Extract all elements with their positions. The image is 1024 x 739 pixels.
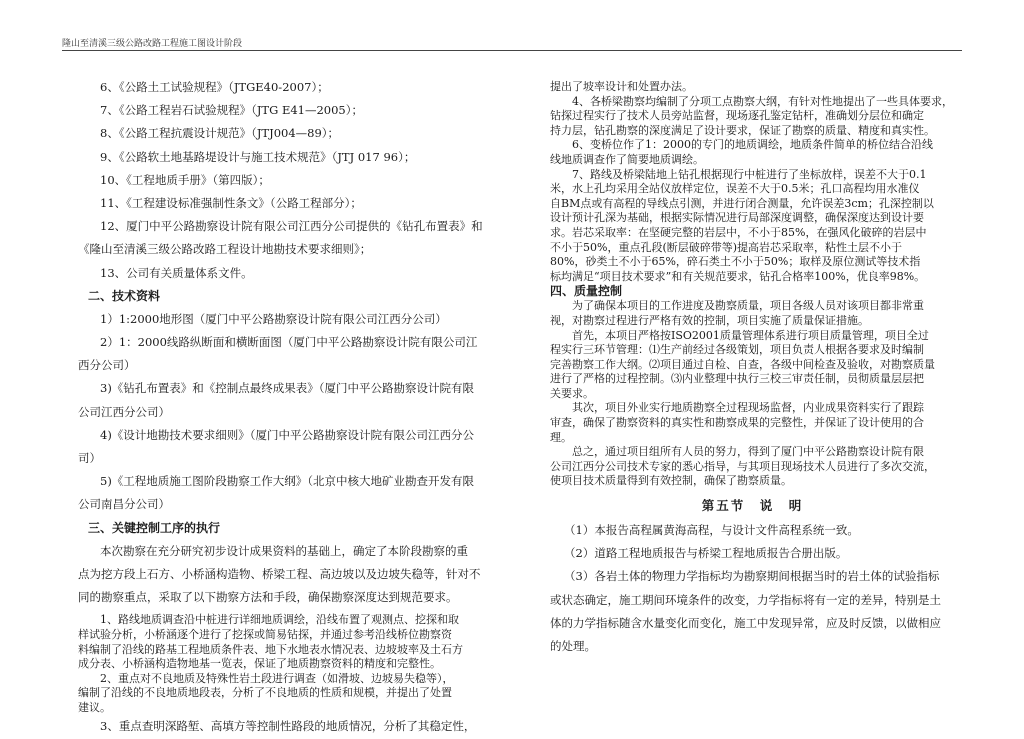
paragraph-line: 线地质调查作了简要地质调绘。 [550, 152, 704, 166]
right-column [550, 80, 955, 658]
list-item: （3）各岩土体的物理力学指标均为勘察期间根据当时的岩土体的试验指标 [564, 569, 940, 584]
header-rule [62, 50, 962, 51]
list-item: 的处理。 [550, 638, 596, 653]
list-item: （2）道路工程地质报告与桥梁工程地质报告合册出版。 [564, 546, 848, 561]
paragraph-line: 为了确保本项目的工作进度及勘察质量，项目各级人员对该项目都非常重 [572, 299, 924, 313]
paragraph-line: 3、重点查明深路堑、高填方等控制性路段的地质情况，分析了其稳定性， [100, 719, 476, 734]
list-item: 或状态确定，施工期间环境条件的改变，力学指标将有一定的差异，特别是土 [550, 592, 941, 607]
list-item: 10、《工程地质手册》（第四版）； [100, 172, 270, 187]
list-item: 1）1:2000地形图（厦门中平公路勘察设计院有限公司江西分公司） [100, 311, 447, 326]
survey-detail [550, 80, 955, 284]
procedures-detail [78, 613, 518, 715]
paragraph-line: 不小于50%，重点孔段(断层破碎带等)提高岩芯采取率，粘性土层不小于 [550, 240, 903, 254]
tech-materials-list [78, 308, 518, 517]
paragraph-line: 成分表、小桥涵构造物地基一览表，保证了地质勘察资料的精度和完整性。 [78, 657, 441, 671]
paragraph-line: 编制了沿线的不良地质地段表，分析了不良地质的性质和规模，并提出了处置 [78, 686, 452, 700]
paragraph-line: 持力层，钻孔勘察的深度满足了设计要求，保证了勘察的质量、精度和真实性。 [550, 123, 935, 137]
paragraph-line: 自BM点或有高程的导线点引测，并进行闭合测量，允许误差3cm；孔深控制以 [550, 196, 934, 210]
list-item: 12、厦门中平公路勘察设计院有限公司江西分公司提供的《钻孔布置表》和 [100, 219, 483, 234]
paragraph-line: 提出了坡率设计和处置办法。 [550, 80, 693, 93]
list-item: （1）本报告高程属黄海高程，与设计文件高程系统一致。 [564, 523, 859, 538]
heading-tech-materials: 二、技术资料 [88, 288, 161, 303]
procedures-intro [78, 540, 518, 610]
list-item: 11、《工程建设标准强制性条文》（公路工程部分）； [100, 195, 362, 210]
list-item: 8、《公路工程抗震设计规范》（JTJ004—89）； [100, 126, 340, 141]
paragraph-line: 求。岩芯采取率：在坚硬完整的岩层中，不小于85%，在强风化破碎的岩层中 [550, 225, 927, 239]
quality-control-text [550, 299, 955, 489]
paragraph-line: 建议。 [78, 700, 111, 714]
paragraph-line: 料编制了沿线的路基工程地质条件表、地下水地表水情况表、边坡坡率及土石方 [78, 642, 463, 656]
paragraph-line: 审查，确保了勘察资料的真实性和勘察成果的完整性，并保证了设计使用的合 [550, 416, 924, 430]
left-column [78, 76, 518, 739]
paragraph-line: 设计预计孔深为基础，根据实际情况进行局部深度调整，确保深度达到设计要 [550, 211, 924, 225]
paragraph-line: 进行了严格的过程控制。⑶内业整理中执行三校三审责任制，员彻质量层层把 [550, 372, 924, 386]
paragraph-line: 关要求。 [550, 386, 594, 400]
list-item: 7、《公路工程岩石试验规程》（JTG E41—2005）； [100, 103, 363, 118]
list-item: 体的力学指标随含水量变化而变化，施工中发现异常，应及时反馈，以做相应 [550, 615, 941, 630]
list-item: 3)《钻孔布置表》和《控制点最终成果表》（厦门中平公路勘察设计院有限 [100, 381, 475, 396]
list-item: 公司江西分公司） [78, 404, 170, 419]
list-item: 司） [78, 451, 101, 465]
paragraph-line: 标均满足“项目技术要求”和有关规范要求，钻孔合格率100%，优良率98%。 [550, 269, 926, 283]
heading-quality-control: 四、质量控制 [550, 284, 623, 299]
list-item: 西分公司） [78, 358, 136, 373]
paragraph-line: 2、重点对不良地质及特殊性岩土段进行调查（如滑坡、边坡易失稳等）， [100, 671, 454, 685]
page-header: 隆山至清溪三级公路改路工程施工图设计阶段 [62, 39, 243, 49]
list-item: 公司南昌分公司） [78, 497, 170, 512]
notes-list [550, 519, 955, 658]
paragraph-line: 理。 [550, 430, 572, 444]
paragraph-line: 其次，项目外业实行地质勘察全过程现场监督，内业成果资料实行了跟踪 [572, 401, 924, 415]
list-item: 6、《公路土工试验规程》（JTGE40-2007）； [100, 80, 329, 94]
section-title: 第五节 说 明 [701, 498, 804, 514]
paragraph-line: 总之，通过项目组所有人员的努力，得到了厦门中平公路勘察设计院有限 [572, 445, 924, 459]
paragraph-line: 本次勘察在充分研究初步设计成果资料的基础上，确定了本阶段勘察的重 [100, 543, 468, 558]
paragraph-line: 视，对勘察过程进行严格有效的控制，项目实施了质量保证措施。 [550, 313, 869, 327]
paragraph-line: 样试验分析，小桥涵逐个进行了挖探或简易钻探，并通过参考沿线桥位勘察资 [78, 627, 452, 641]
paragraph-line: 完善勘察工作大纲。⑵项目通过自检、自查，各级中间检查及验收，对勘察质量 [550, 357, 935, 371]
list-item: 4)《设计地勘技术要求细则》（厦门中平公路勘察设计院有限公司江西分公 [100, 427, 475, 442]
paragraph-line: 钻探过程实行了技术人员旁站监督，现场逐孔鉴定钻杆，准确划分层位和确定 [550, 109, 924, 123]
paragraph-line: 80%，砂类土不小于65%，碎石类土不小于50%；取样及原位测试等技术指 [550, 255, 921, 269]
paragraph-line: 4、各桥梁勘察均编制了分项工点勘察大纲，有针对性地提出了一些具体要求， [572, 94, 953, 108]
list-item: 《隆山至清溪三级公路改路工程设计地勘技术要求细则》； [78, 242, 372, 257]
paragraph-line: 6、变桥位作了1：2000的专门的地质调绘，地质条件简单的桥位结合沿线 [572, 138, 933, 152]
reference-list [78, 76, 518, 285]
paragraph-line: 点为挖方段上石方、小桥涵构造物、桥梁工程、高边坡以及边坡失稳等，针对不 [78, 566, 481, 581]
paragraph-line: 1、路线地质调查沿中桩进行详细地质调绘，沿线布置了观测点、挖探和取 [100, 613, 459, 627]
paragraph-line: 7、路线及桥梁陆地上钻孔根据现行中桩进行了坐标放样，误差不大于0.1 [572, 167, 927, 181]
paragraph-line: 使项目技术质量得到有效控制，确保了勘察质量。 [550, 474, 792, 488]
paragraph-line: 公司江西分公司技术专家的悉心指导，与其项目现场技术人员进行了多次交流， [550, 459, 935, 473]
paragraph-line: 程实行三环节管理：⑴生产前经过各级策划，项目负责人根据各要求及时编制 [550, 343, 924, 357]
paragraph-line: 同的勘察重点，采取了以下勘察方法和手段，确保勘察深度达到规范要求。 [78, 590, 458, 605]
list-item: 5)《工程地质施工图阶段勘察工作大纲》（北京中核大地矿业勘查开发有限 [100, 474, 475, 489]
list-item: 9、《公路软土地基路堤设计与施工技术规范》（JTJ 017 96）； [100, 149, 416, 164]
paragraph-line: 首先，本项目严格按ISO2001质量管理体系进行项目质量管理，项目全过 [572, 328, 929, 342]
list-item: 13、公司有关质量体系文件。 [100, 265, 253, 280]
list-item: 2）1：2000线路纵断面和横断面图（厦门中平公路勘察设计院有限公司江 [100, 335, 478, 350]
paragraph-line: 米，水上孔均采用全站仪放样定位，误差不大于0.5米；孔口高程均用水准仪 [550, 182, 920, 196]
procedures-last [78, 715, 518, 738]
heading-key-procedures: 三、关键控制工序的执行 [88, 520, 221, 535]
